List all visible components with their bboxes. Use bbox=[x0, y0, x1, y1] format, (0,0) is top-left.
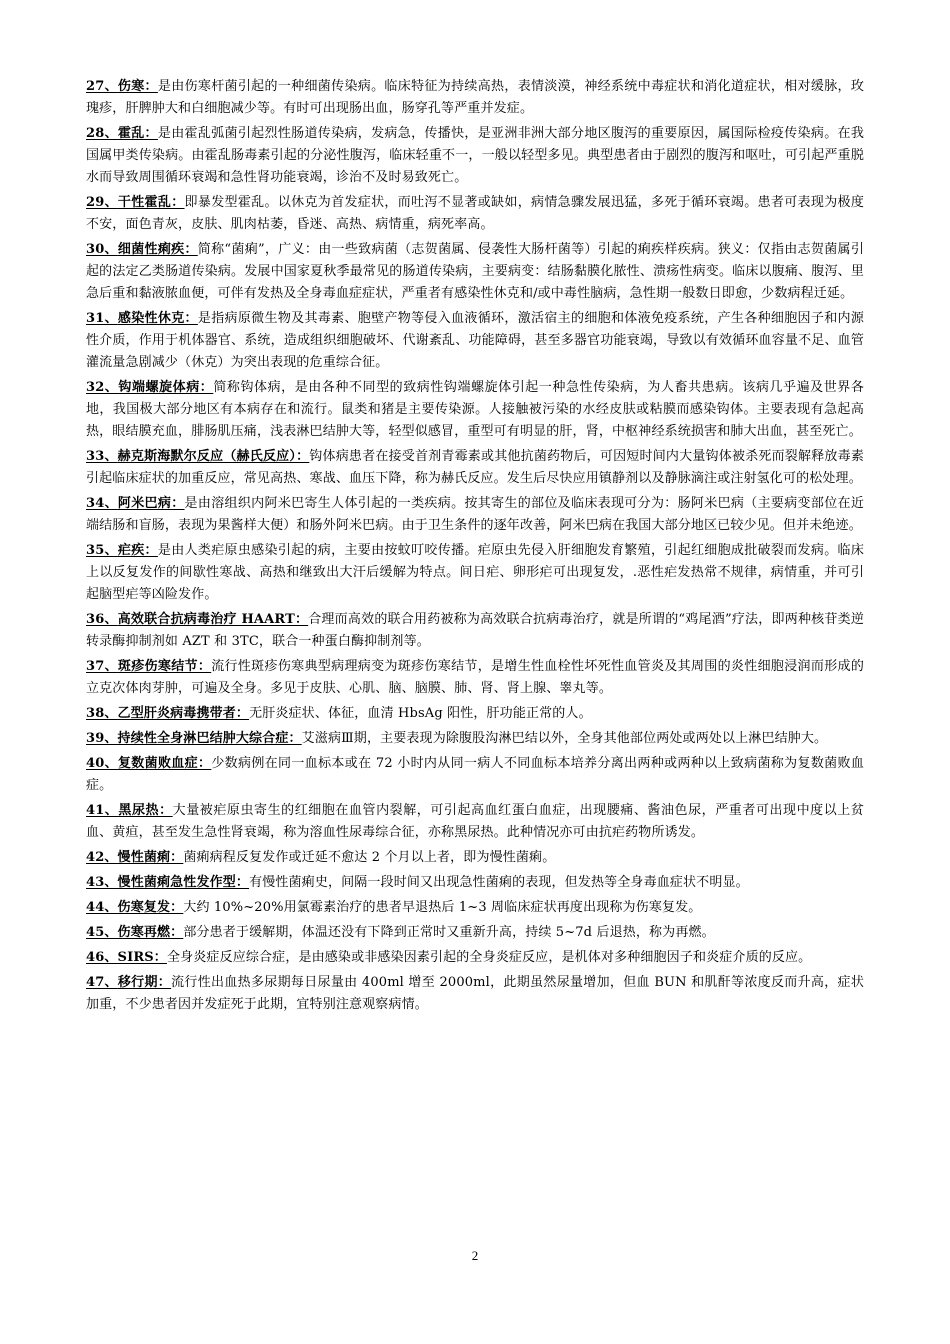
term-label: 干性霍乱： bbox=[117, 195, 185, 210]
entry-number: 27、 bbox=[86, 79, 118, 94]
entry-definition: 即暴发型霍乱。以休克为首发症状，而吐泻不显著或缺如，病情急骤发展迅猛，多死于循环衰竭。患者可表现为极度不安，面色青灰，皮肤、肌肉枯萎，昏迷、高热、病情重，病死率高。 bbox=[86, 195, 864, 232]
entry-number: 42、 bbox=[86, 850, 118, 865]
entry-number: 46、 bbox=[86, 950, 118, 965]
term-label: 细菌性痢疾： bbox=[117, 242, 198, 257]
entry-number: 31、 bbox=[86, 311, 118, 326]
entry-definition: 钩体病患者在接受首剂青霉素或其他抗菌药物后，可因短时间内大量钩体被杀死而裂解释放毒素引起临床症状的加重反应，常见高热、寒战、血压下降，称为赫氏反应。发生后尽快应用镇静剂以及静脉滴注或注射氢化可的松处理。 bbox=[86, 449, 864, 486]
glossary-entry bbox=[86, 728, 864, 750]
entry-term bbox=[86, 925, 183, 940]
term-label: SIRS： bbox=[117, 950, 167, 965]
entry-definition: 合理而高效的联合用药被称为高效联合抗病毒治疗，就是所谓的“鸡尾酒”疗法，即两种核苷类逆转录酶抑制剂如 AZT 和 3TC，联合一种蛋白酶抑制剂等。 bbox=[86, 612, 864, 649]
term-label: 霍乱： bbox=[117, 126, 158, 141]
term-label: 慢性菌痢： bbox=[117, 850, 184, 865]
entry-definition: 是指病原微生物及其毒素、胞壁产物等侵入血液循环，激活宿主的细胞和体液免疫系统，产生各种细胞因子和内源性介质，作用于机体器官、系统，造成组织细胞破坏、代谢紊乱、功能障碍，甚至多器官功能衰竭，导致以有效循环血容量不足、血管灌流量急剧减少（休克）为突出表现的危重综合征。 bbox=[86, 311, 864, 370]
entry-number: 45、 bbox=[86, 925, 118, 940]
entry-number: 38、 bbox=[86, 706, 118, 721]
entry-definition: 少数病例在同一血标本或在 72 小时内从同一病人不同血标本培养分离出两种或两种以上致病菌称为复数菌败血症。 bbox=[86, 756, 864, 793]
page-number: 2 bbox=[471, 1248, 479, 1263]
entry-term bbox=[86, 706, 249, 721]
term-label: 伤寒再燃： bbox=[117, 925, 184, 940]
term-label: 慢性菌痢急性发作型： bbox=[117, 875, 250, 890]
term-label: 赫克斯海默尔反应（赫氏反应）： bbox=[117, 449, 310, 464]
entry-definition: 艾滋病Ⅲ期，主要表现为除腹股沟淋巴结以外，全身其他部位两处或两处以上淋巴结肿大。 bbox=[301, 731, 828, 746]
term-label: 伤寒复发： bbox=[117, 900, 184, 915]
entry-number: 29、 bbox=[86, 195, 118, 210]
entry-term bbox=[86, 875, 249, 890]
entry-term bbox=[86, 496, 185, 511]
entry-number: 43、 bbox=[86, 875, 118, 890]
glossary-entry bbox=[86, 609, 864, 653]
entry-term bbox=[86, 950, 167, 965]
entry-definition: 简称“菌痢”，广义：由一些致病菌（志贺菌属、侵袭性大肠杆菌等）引起的痢疾样疾病。狭义：仅指由志贺菌属引起的法定乙类肠道传染病。发展中国家夏秋季最常见的肠道传染病，主要病变：结肠黏膜化脓性、溃疡性病变。临床以腹痛、腹泻、里急后重和黏液脓血便，可伴有发热及全身毒血症症状，严重者有感染性休克和/或中毒性脑病，急性期一般数日即愈，少数病程迁延。 bbox=[86, 242, 864, 301]
entry-term bbox=[86, 79, 158, 94]
glossary-list bbox=[86, 76, 864, 1019]
entry-term bbox=[86, 850, 183, 865]
entry-number: 32、 bbox=[86, 380, 119, 395]
entry-term bbox=[86, 126, 158, 141]
entry-definition: 是由伤寒杆菌引起的一种细菌传染病。临床特征为持续高热，表情淡漠，神经系统中毒症状和消化道症状，相对缓脉，玫瑰疹，肝脾肿大和白细胞减少等。有时可出现肠出血，肠穿孔等严重并发症。 bbox=[86, 79, 865, 116]
glossary-entry bbox=[86, 656, 864, 700]
term-label: 伤寒： bbox=[117, 79, 158, 94]
entry-definition: 流行性斑疹伤寒典型病理病变为斑疹伤寒结节，是增生性血栓性坏死性血管炎及其周围的炎性细胞浸润而形成的立克次体肉芽肿，可遍及全身。多见于皮肤、心肌、脑、脑膜、肺、肾、肾上腺、睾丸等。 bbox=[86, 659, 865, 696]
term-label: 黑尿热： bbox=[118, 803, 173, 818]
entry-number: 47、 bbox=[86, 975, 118, 990]
entry-term bbox=[86, 975, 171, 990]
term-label: 高效联合抗病毒治疗 HAART： bbox=[117, 612, 309, 627]
glossary-entry bbox=[86, 947, 864, 969]
entry-definition: 有慢性菌痢史，间隔一段时间又出现急性菌痢的表现，但发热等全身毒血症状不明显。 bbox=[249, 875, 749, 890]
glossary-entry bbox=[86, 847, 864, 869]
entry-definition: 流行性出血热多尿期每日尿量由 400ml 增至 2000ml，此期虽然尿量增加，但血 BUN 和肌酐等浓度反而升高，症状加重，不少患者因并发症死于此期，宜特别注意观察病情。 bbox=[86, 975, 864, 1012]
entry-term bbox=[86, 900, 183, 915]
term-label: 移行期： bbox=[117, 975, 172, 990]
term-label: 斑疹伤寒结节： bbox=[117, 659, 212, 674]
entry-number: 34、 bbox=[86, 496, 118, 511]
entry-definition: 大量被疟原虫寄生的红细胞在血管内裂解，可引起高血红蛋白血症，出现腰痛、酱油色尿，严重者可出现中度以上贫血、黄疸，甚至发生急性肾衰竭，称为溶血性尿毒综合征，亦称黑尿热。此种情况亦可由抗疟药物所诱发。 bbox=[86, 803, 864, 840]
entry-number: 30、 bbox=[86, 242, 118, 257]
glossary-entry bbox=[86, 872, 864, 894]
glossary-entry bbox=[86, 123, 864, 189]
entry-term bbox=[86, 803, 173, 818]
entry-definition: 菌痢病程反复发作或迁延不愈达 2 个月以上者，即为慢性菌痢。 bbox=[183, 850, 556, 865]
entry-number: 33、 bbox=[86, 449, 118, 464]
glossary-entry bbox=[86, 377, 864, 443]
glossary-entry bbox=[86, 703, 864, 725]
term-label: 疟疾： bbox=[117, 543, 158, 558]
glossary-entry bbox=[86, 446, 864, 490]
entry-term bbox=[86, 311, 198, 326]
entry-term bbox=[86, 731, 302, 746]
glossary-entry bbox=[86, 308, 864, 374]
term-label: 钩端螺旋体病： bbox=[118, 380, 214, 395]
entry-term bbox=[86, 380, 213, 395]
glossary-entry bbox=[86, 192, 864, 236]
entry-term bbox=[86, 449, 309, 464]
glossary-entry bbox=[86, 800, 864, 844]
term-label: 阿米巴病： bbox=[117, 496, 185, 511]
term-label: 复数菌败血症： bbox=[117, 756, 212, 771]
glossary-entry bbox=[86, 753, 864, 797]
entry-definition: 全身炎症反应综合症，是由感染或非感染因素引起的全身炎症反应，是机体对多种细胞因子和炎症介质的反应。 bbox=[166, 950, 812, 965]
entry-number: 44、 bbox=[86, 900, 118, 915]
entry-definition: 是由溶组织内阿米巴寄生人体引起的一类疾病。按其寄生的部位及临床表现可分为：肠阿米巴病（主要病变部位在近端结肠和盲肠，表现为果酱样大便）和肠外阿米巴病。由于卫生条件的逐年改善，阿米巴病在我国大部分地区已较少见。但并未绝迹。 bbox=[86, 496, 864, 533]
term-label: 感染性休克： bbox=[117, 311, 198, 326]
glossary-entry bbox=[86, 897, 864, 919]
glossary-entry bbox=[86, 922, 864, 944]
entry-definition: 是由人类疟原虫感染引起的病，主要由按蚊叮咬传播。疟原虫先侵入肝细胞发育繁殖，引起红细胞成批破裂而发病。临床上以反复发作的间歇性寒战、高热和继致出大汗后缓解为特点。间日疟、卵形疟可出现复发，.恶性疟发热常不规律，病情重，并可引起脑型疟等凶险发作。 bbox=[86, 543, 865, 602]
entry-number: 40、 bbox=[86, 756, 118, 771]
entry-definition: 大约 10%~20%用氯霉素治疗的患者早退热后 1~3 周临床症状再度出现称为伤寒复发。 bbox=[183, 900, 702, 915]
entry-number: 41、 bbox=[86, 803, 119, 818]
glossary-entry bbox=[86, 76, 864, 120]
entry-number: 35、 bbox=[86, 543, 118, 558]
entry-definition: 无肝炎症状、体征，血清 HbsAg 阳性，肝功能正常的人。 bbox=[249, 706, 592, 721]
entry-number: 28、 bbox=[86, 126, 118, 141]
entry-term bbox=[86, 756, 211, 771]
entry-term bbox=[86, 612, 308, 627]
entry-definition: 简称钩体病，是由各种不同型的致病性钩端螺旋体引起一种急性传染病，为人畜共患病。该病几乎遍及世界各地，我国极大部分地区有本病存在和流行。鼠类和猪是主要传染源。人接触被污染的水经皮肤或粘膜而感染钩体。主要表现有急起高热，眼结膜充血，腓肠肌压痛，浅表淋巴结肿大等，轻型似感冒，重型可有明显的肝，肾，中枢神经系统损害和肺大出血，甚至死亡。 bbox=[86, 380, 864, 439]
entry-number: 37、 bbox=[86, 659, 118, 674]
term-label: 乙型肝炎病毒携带者： bbox=[117, 706, 250, 721]
glossary-entry bbox=[86, 239, 864, 305]
entry-term bbox=[86, 195, 185, 210]
entry-definition: 是由霍乱弧菌引起烈性肠道传染病，发病急，传播快，是亚洲非洲大部分地区腹泻的重要原因，属国际检疫传染病。在我国属甲类传染病。由霍乱肠毒素引起的分泌性腹泻，临床轻重不一，一般以轻型多见。典型患者由于剧烈的腹泻和呕吐，可引起严重脱水而导致周围循环衰竭和急性肾功能衰竭，诊治不及时易致死亡。 bbox=[86, 126, 865, 185]
glossary-entry bbox=[86, 493, 864, 537]
entry-definition: 部分患者于缓解期，体温还没有下降到正常时又重新升高，持续 5~7d 后退热，称为再燃。 bbox=[183, 925, 715, 940]
glossary-entry bbox=[86, 540, 864, 606]
term-label: 持续性全身淋巴结肿大综合症： bbox=[117, 731, 302, 746]
entry-number: 39、 bbox=[86, 731, 118, 746]
entry-term bbox=[86, 543, 158, 558]
glossary-entry bbox=[86, 972, 864, 1016]
entry-term bbox=[86, 242, 198, 257]
entry-term bbox=[86, 659, 211, 674]
entry-number: 36、 bbox=[86, 612, 118, 627]
